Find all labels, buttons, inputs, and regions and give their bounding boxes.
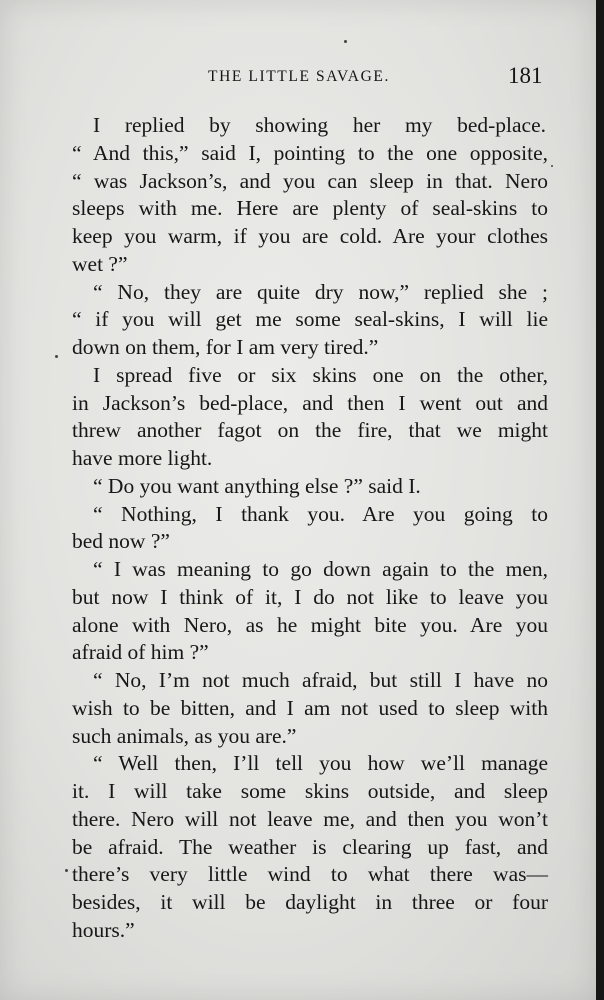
text-line: hours.” <box>72 918 135 942</box>
text-line: “ And this,” said I, pointing to the one opposite, <box>72 141 548 165</box>
text-line: afraid of him ?” <box>72 640 209 664</box>
paper-speck <box>55 355 58 358</box>
text-line: there. Nero will not leave me, and then you won’t <box>72 807 548 831</box>
text-line: keep you warm, if you are cold. Are your clothes <box>72 224 548 248</box>
text-line: threw another fagot on the fire, that we might <box>72 418 548 442</box>
text-line: such animals, as you are.” <box>72 724 297 748</box>
text-line: “ I was meaning to go down again to the men, <box>93 557 548 581</box>
page-header <box>0 60 596 96</box>
text-line: sleeps with me. Here are plenty of seal-skins to <box>72 196 548 220</box>
text-line: besides, it will be daylight in three or four <box>72 890 548 914</box>
text-line: be afraid. The weather is clearing up fast, and <box>72 835 548 859</box>
text-line: there’s very little wind to what there was— <box>72 862 548 886</box>
text-line: “ No, I’m not much afraid, but still I have no <box>93 668 548 692</box>
paper-speck <box>344 40 347 43</box>
text-line: I replied by showing her my bed-place. <box>93 113 546 137</box>
paper-speck <box>65 869 68 872</box>
page-number: 181 <box>508 63 543 88</box>
running-title: THE LITTLE SAVAGE. <box>208 68 390 85</box>
text-line: “ if you will get me some seal-skins, I will lie <box>72 307 548 331</box>
book-spine-shadow <box>596 0 604 1000</box>
text-line: “ No, they are quite dry now,” replied she ; <box>93 280 548 304</box>
text-line: “ was Jackson’s, and you can sleep in that. Nero <box>72 169 548 193</box>
text-line: I spread five or six skins one on the other, <box>93 363 548 387</box>
text-line: down on them, for I am very tired.” <box>72 335 379 359</box>
text-line: wet ?” <box>72 252 128 276</box>
text-line: but now I think of it, I do not like to leave you <box>72 585 548 609</box>
text-line: in Jackson’s bed-place, and then I went out and <box>72 391 548 415</box>
paper-speck <box>551 165 553 167</box>
text-line: “ Nothing, I thank you. Are you going to <box>93 502 548 526</box>
text-line: bed now ?” <box>72 529 170 553</box>
text-line: have more light. <box>72 446 213 470</box>
text-line: alone with Nero, as he might bite you. Are you <box>72 613 548 637</box>
text-line: “ Well then, I’ll tell you how we’ll manage <box>93 751 548 775</box>
text-line: “ Do you want anything else ?” said I. <box>93 474 421 498</box>
text-line: wish to be bitten, and I am not used to sleep with <box>72 696 548 720</box>
text-line: it. I will take some skins outside, and sleep <box>72 779 548 803</box>
